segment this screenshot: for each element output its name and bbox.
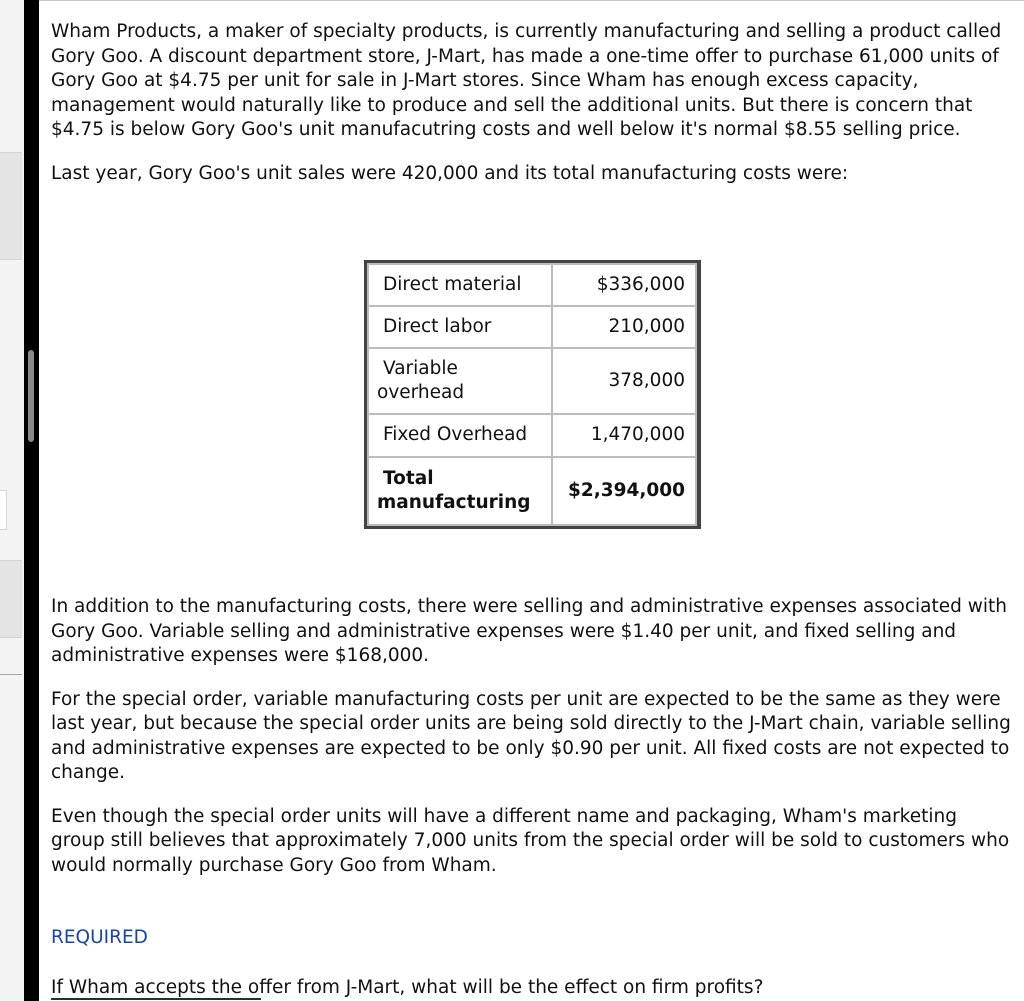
- cost-table-frame: [364, 260, 701, 529]
- row-value: 1,470,000: [553, 415, 695, 456]
- intro-paragraph-2: Last year, Gory Goo's unit sales were 420,000 and its total manufacturing costs were:: [51, 162, 849, 184]
- question-underline: [51, 998, 261, 1000]
- row-label: Direct labor: [369, 307, 551, 347]
- details-paragraph-3: Even though the special order units will have a different name and packaging, Wham's marketing group still believes that approximately 7,000 units from the special order will be sold to customers who would normally purchase Gory Goo from Wham.: [51, 805, 1010, 876]
- total-label-line-2: manufacturing: [377, 492, 531, 513]
- total-value: $2,394,000: [553, 458, 695, 524]
- intro-paragraph-1: Wham Products, a maker of specialty products, is currently manufacturing and selling a product called Gory Goo. A discount department store, J-Mart, has made a one-time offer to purchase 61,000 units of Gory Goo at $4.75 per unit for sale in J-Mart stores. Since Wham has enough excess capacity, management would naturally like to produce and sell the additional units. But there is concern that $4.75 is below Gory Goo's unit manufacutring costs and well below it's normal $8.55 selling price.: [51, 21, 1002, 140]
- problem-intro: [51, 20, 1016, 186]
- table-row-total: [369, 458, 695, 524]
- top-divider: [39, 0, 1024, 1]
- row-label: [369, 349, 551, 413]
- gutter-panel-lower: [0, 560, 22, 638]
- row-value: $336,000: [553, 265, 695, 305]
- table-row: [369, 349, 695, 413]
- row-value: 378,000: [553, 349, 695, 413]
- left-scroll-track[interactable]: [24, 0, 39, 1001]
- required-question: If Wham accepts the offer from J-Mart, what will be the effect on firm profits?: [51, 977, 764, 998]
- details-paragraph-2: For the special order, variable manufacturing costs per unit are expected to be the same as they were last year, but because the special order units are being sold directly to the J-Mart chain, variable selling and administrative expenses are expected to be only $0.90 per unit. All fixed costs are not expected to change.: [51, 688, 1011, 783]
- problem-details: [51, 595, 1011, 897]
- total-label-line-1: Total: [383, 467, 434, 489]
- gutter-panel-upper: [0, 152, 22, 260]
- total-label: [369, 458, 551, 524]
- gutter-scroll-notch: [0, 490, 7, 530]
- row-value: 210,000: [553, 307, 695, 347]
- table-row: [369, 265, 695, 305]
- row-label: Fixed Overhead: [369, 415, 551, 456]
- table-row: [369, 415, 695, 456]
- manufacturing-cost-table: [367, 263, 697, 526]
- left-gutter: [0, 0, 24, 1001]
- row-label: Direct material: [369, 265, 551, 305]
- table-row: [369, 307, 695, 347]
- details-paragraph-1: In addition to the manufacturing costs, there were selling and administrative expenses associated with Gory Goo. Variable selling and administrative expenses were $1.40 per unit, and fixed selling and administrative expenses were $168,000.: [51, 596, 1008, 666]
- row-label-line-2: overhead: [377, 382, 465, 403]
- gutter-divider: [0, 674, 22, 675]
- scrollbar-thumb[interactable]: [28, 350, 34, 442]
- required-heading: REQUIRED: [51, 927, 148, 948]
- row-label-line-1: Variable: [383, 357, 458, 379]
